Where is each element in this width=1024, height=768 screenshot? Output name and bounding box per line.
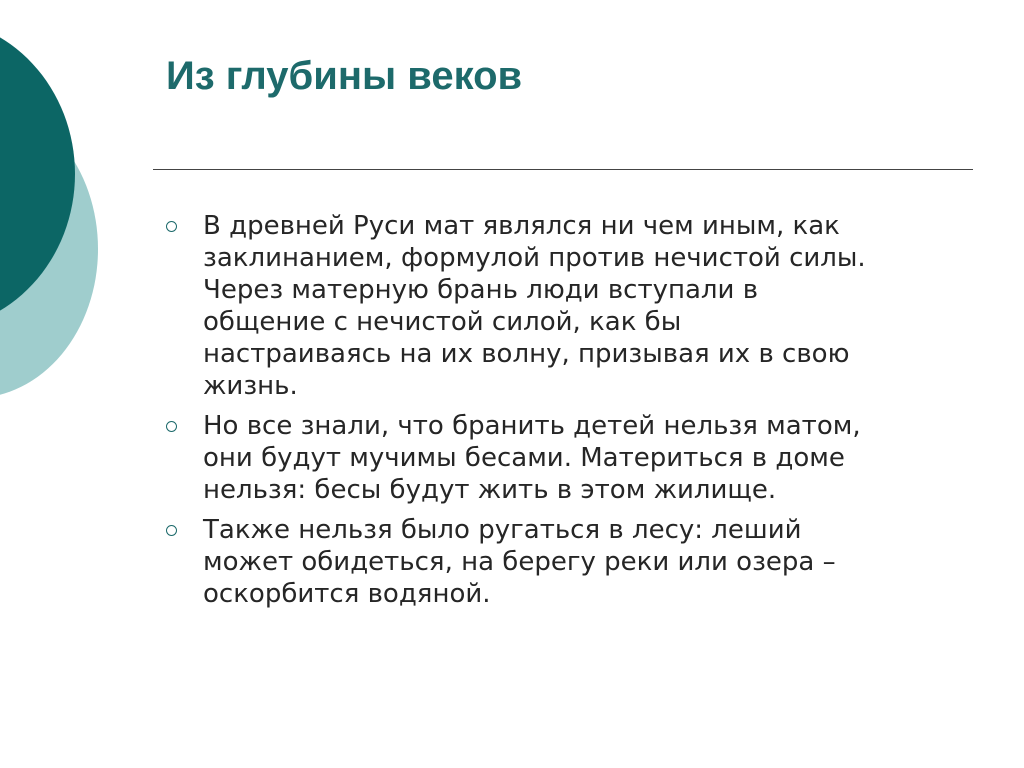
bullet-text: Но все знали, что бранить детей нельзя матом, они будут мучимы бесами. Материться в доме нельзя: бесы будут жить в этом жилище.: [203, 411, 861, 505]
bullet-list: [163, 210, 963, 618]
slide-title: Из глубины веков: [166, 54, 523, 98]
bullet-text: Также нельзя было ругаться в лесу: леший может обидеться, на берегу реки или озера – оскорбится водяной.: [203, 515, 836, 609]
hollow-circle-bullet-icon: [166, 421, 177, 432]
hollow-circle-bullet-icon: [166, 221, 177, 232]
bullet-item: [163, 514, 963, 610]
bullet-text: В древней Руси мат являлся ни чем иным, как заклинанием, формулой против нечистой силы. Через матерную брань люди вступали в общение с нечистой силой, как бы настраиваясь на их волну, призывая их в свою жизнь.: [203, 211, 866, 401]
bullet-item: [163, 210, 963, 402]
title-divider: [153, 169, 973, 170]
bullet-item: [163, 410, 963, 506]
hollow-circle-bullet-icon: [166, 525, 177, 536]
